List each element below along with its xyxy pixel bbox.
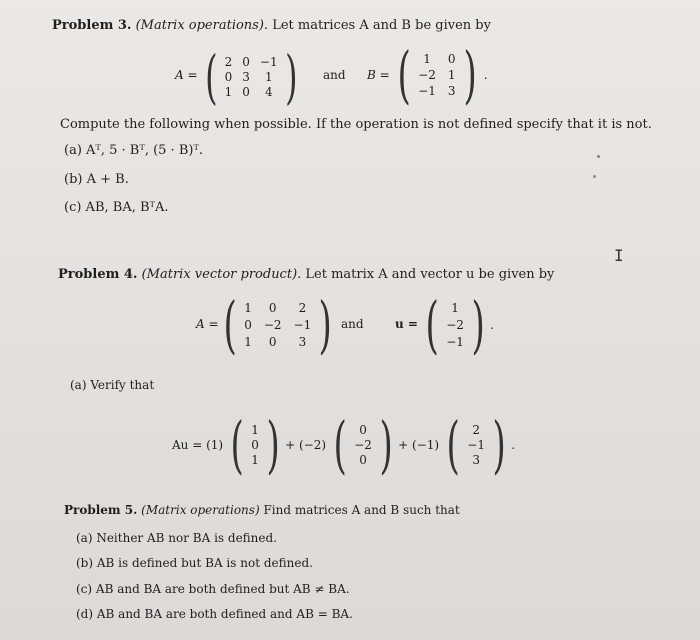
p3-B-label: B =: [367, 68, 390, 82]
vector-cell: 2: [472, 423, 480, 437]
matrix-cell: 0: [242, 85, 250, 99]
vector-cell: −1: [446, 335, 464, 349]
vector-3: [465, 423, 487, 467]
matrix-cell: 4: [264, 85, 273, 99]
matrix-cell: 3: [298, 335, 307, 349]
p3-A-label: A =: [175, 68, 198, 82]
vector-2: [352, 423, 374, 467]
vector-1: [249, 423, 261, 467]
left-paren: (: [333, 408, 347, 481]
vector-cell: 3: [472, 453, 480, 467]
left-paren: (: [223, 288, 237, 361]
matrix-cell: 2: [224, 55, 233, 69]
problem-5-title: [64, 503, 460, 517]
vector-cell: −1: [467, 438, 485, 452]
problem-3-heading: Problem 3.: [52, 18, 132, 33]
matrix-cell: 1: [224, 85, 233, 99]
problem-5-topic: (Matrix operations): [141, 503, 260, 517]
text-cursor-icon: I: [614, 246, 624, 265]
p4-matrix-A: [218, 288, 337, 361]
problem-5-intro: Find matrices A and B such that: [263, 503, 460, 517]
matrix-cell: −1: [259, 55, 278, 69]
right-paren: ): [284, 43, 298, 111]
problem-4-title: [58, 267, 554, 282]
p5-item-a: (a) Neither AB nor BA is defined.: [76, 531, 277, 545]
problem-4-intro: Let matrix A and vector u be given by: [305, 267, 555, 282]
matrix-cell: 3: [447, 84, 456, 98]
vector-cell: 1: [251, 423, 259, 437]
matrix-cell: 0: [268, 335, 277, 349]
matrix-cell: 0: [224, 70, 233, 84]
vector-cell: 0: [359, 453, 367, 467]
matrix-cell: 1: [423, 52, 431, 66]
u-label-text: u =: [395, 317, 418, 331]
coef-2: + (−2): [285, 438, 327, 452]
matrix-cell: −2: [418, 68, 436, 82]
problem-4-heading: Problem 4.: [58, 267, 138, 282]
left-paren: (: [205, 43, 218, 111]
p4-and: and: [341, 317, 364, 331]
problem-5-heading: Problem 5.: [64, 503, 138, 517]
right-paren: ): [471, 288, 485, 361]
vector-cell: −2: [446, 318, 464, 332]
p3-instruction: Compute the following when possible. If the operation is not defined specify that it is not.: [60, 117, 652, 132]
p4-A-grid: [242, 301, 313, 349]
matrix-cell: 0: [447, 52, 456, 66]
vector-cell: −2: [354, 438, 372, 452]
matrix-cell: −2: [263, 318, 282, 332]
vector-cell: 0: [359, 423, 367, 437]
p3-item-c: (c) AB, BA, BᵀA.: [64, 200, 169, 215]
right-paren: ): [492, 408, 506, 481]
period: .: [483, 68, 488, 82]
right-paren: ): [318, 288, 333, 361]
matrix-cell: 1: [244, 335, 252, 349]
matrix-cell: 0: [244, 318, 252, 332]
matrix-cell: 1: [447, 68, 456, 82]
vector-cell: 0: [251, 438, 259, 452]
matrix-cell: −1: [418, 84, 436, 98]
p3-matrix-A: [200, 43, 302, 111]
stray-mark: [597, 155, 600, 158]
problem-3-intro: Let matrices A and B be given by: [272, 18, 491, 33]
p4-u-label: [395, 317, 418, 331]
vector-cell: 1: [251, 453, 259, 467]
p3-item-b: (b) A + B.: [64, 172, 129, 187]
left-paren: (: [425, 288, 439, 361]
p5-item-c: (c) AB and BA are both defined but AB ≠ BA.: [76, 582, 350, 596]
eq-lhs: Au = (1): [172, 438, 224, 452]
matrix-cell: 0: [268, 301, 277, 315]
p4-item-a: (a) Verify that: [70, 378, 155, 392]
p3-matrix-B: [392, 38, 488, 111]
p5-item-b: (b) AB is defined but BA is not defined.: [76, 556, 313, 570]
coef-3: + (−1): [398, 438, 440, 452]
problem-3-title: [52, 18, 491, 33]
left-paren: (: [446, 408, 460, 481]
matrix-cell: 3: [242, 70, 250, 84]
matrix-cell: 0: [242, 55, 250, 69]
p4-vector-u: [420, 288, 494, 361]
right-paren: ): [462, 38, 477, 111]
matrix-cell: 2: [298, 301, 307, 315]
stray-mark: [593, 175, 596, 178]
p3-item-a: (a) Aᵀ, 5 · Bᵀ, (5 · B)ᵀ.: [64, 143, 204, 158]
matrix-cell: 1: [244, 301, 252, 315]
p5-item-d: (d) AB and BA are both defined and AB = BA.: [76, 607, 353, 621]
matrix-cell: 1: [264, 70, 273, 84]
left-paren: (: [397, 38, 411, 111]
period: .: [511, 438, 516, 452]
matrix-cell: −1: [293, 318, 312, 332]
p4-A-label: A =: [196, 317, 219, 331]
problem-3-topic: (Matrix operations).: [135, 18, 269, 33]
vector-cell: 1: [451, 301, 459, 315]
left-paren: (: [230, 408, 244, 481]
p4-equation: [172, 408, 516, 481]
right-paren: ): [266, 408, 280, 481]
p3-B-grid: [416, 52, 457, 98]
p3-A-grid: [223, 55, 280, 99]
problem-4-topic: (Matrix vector product).: [141, 267, 302, 282]
period: .: [490, 318, 494, 332]
right-paren: ): [379, 408, 393, 481]
p3-and: and: [323, 68, 346, 82]
p4-u-col: [444, 301, 466, 349]
